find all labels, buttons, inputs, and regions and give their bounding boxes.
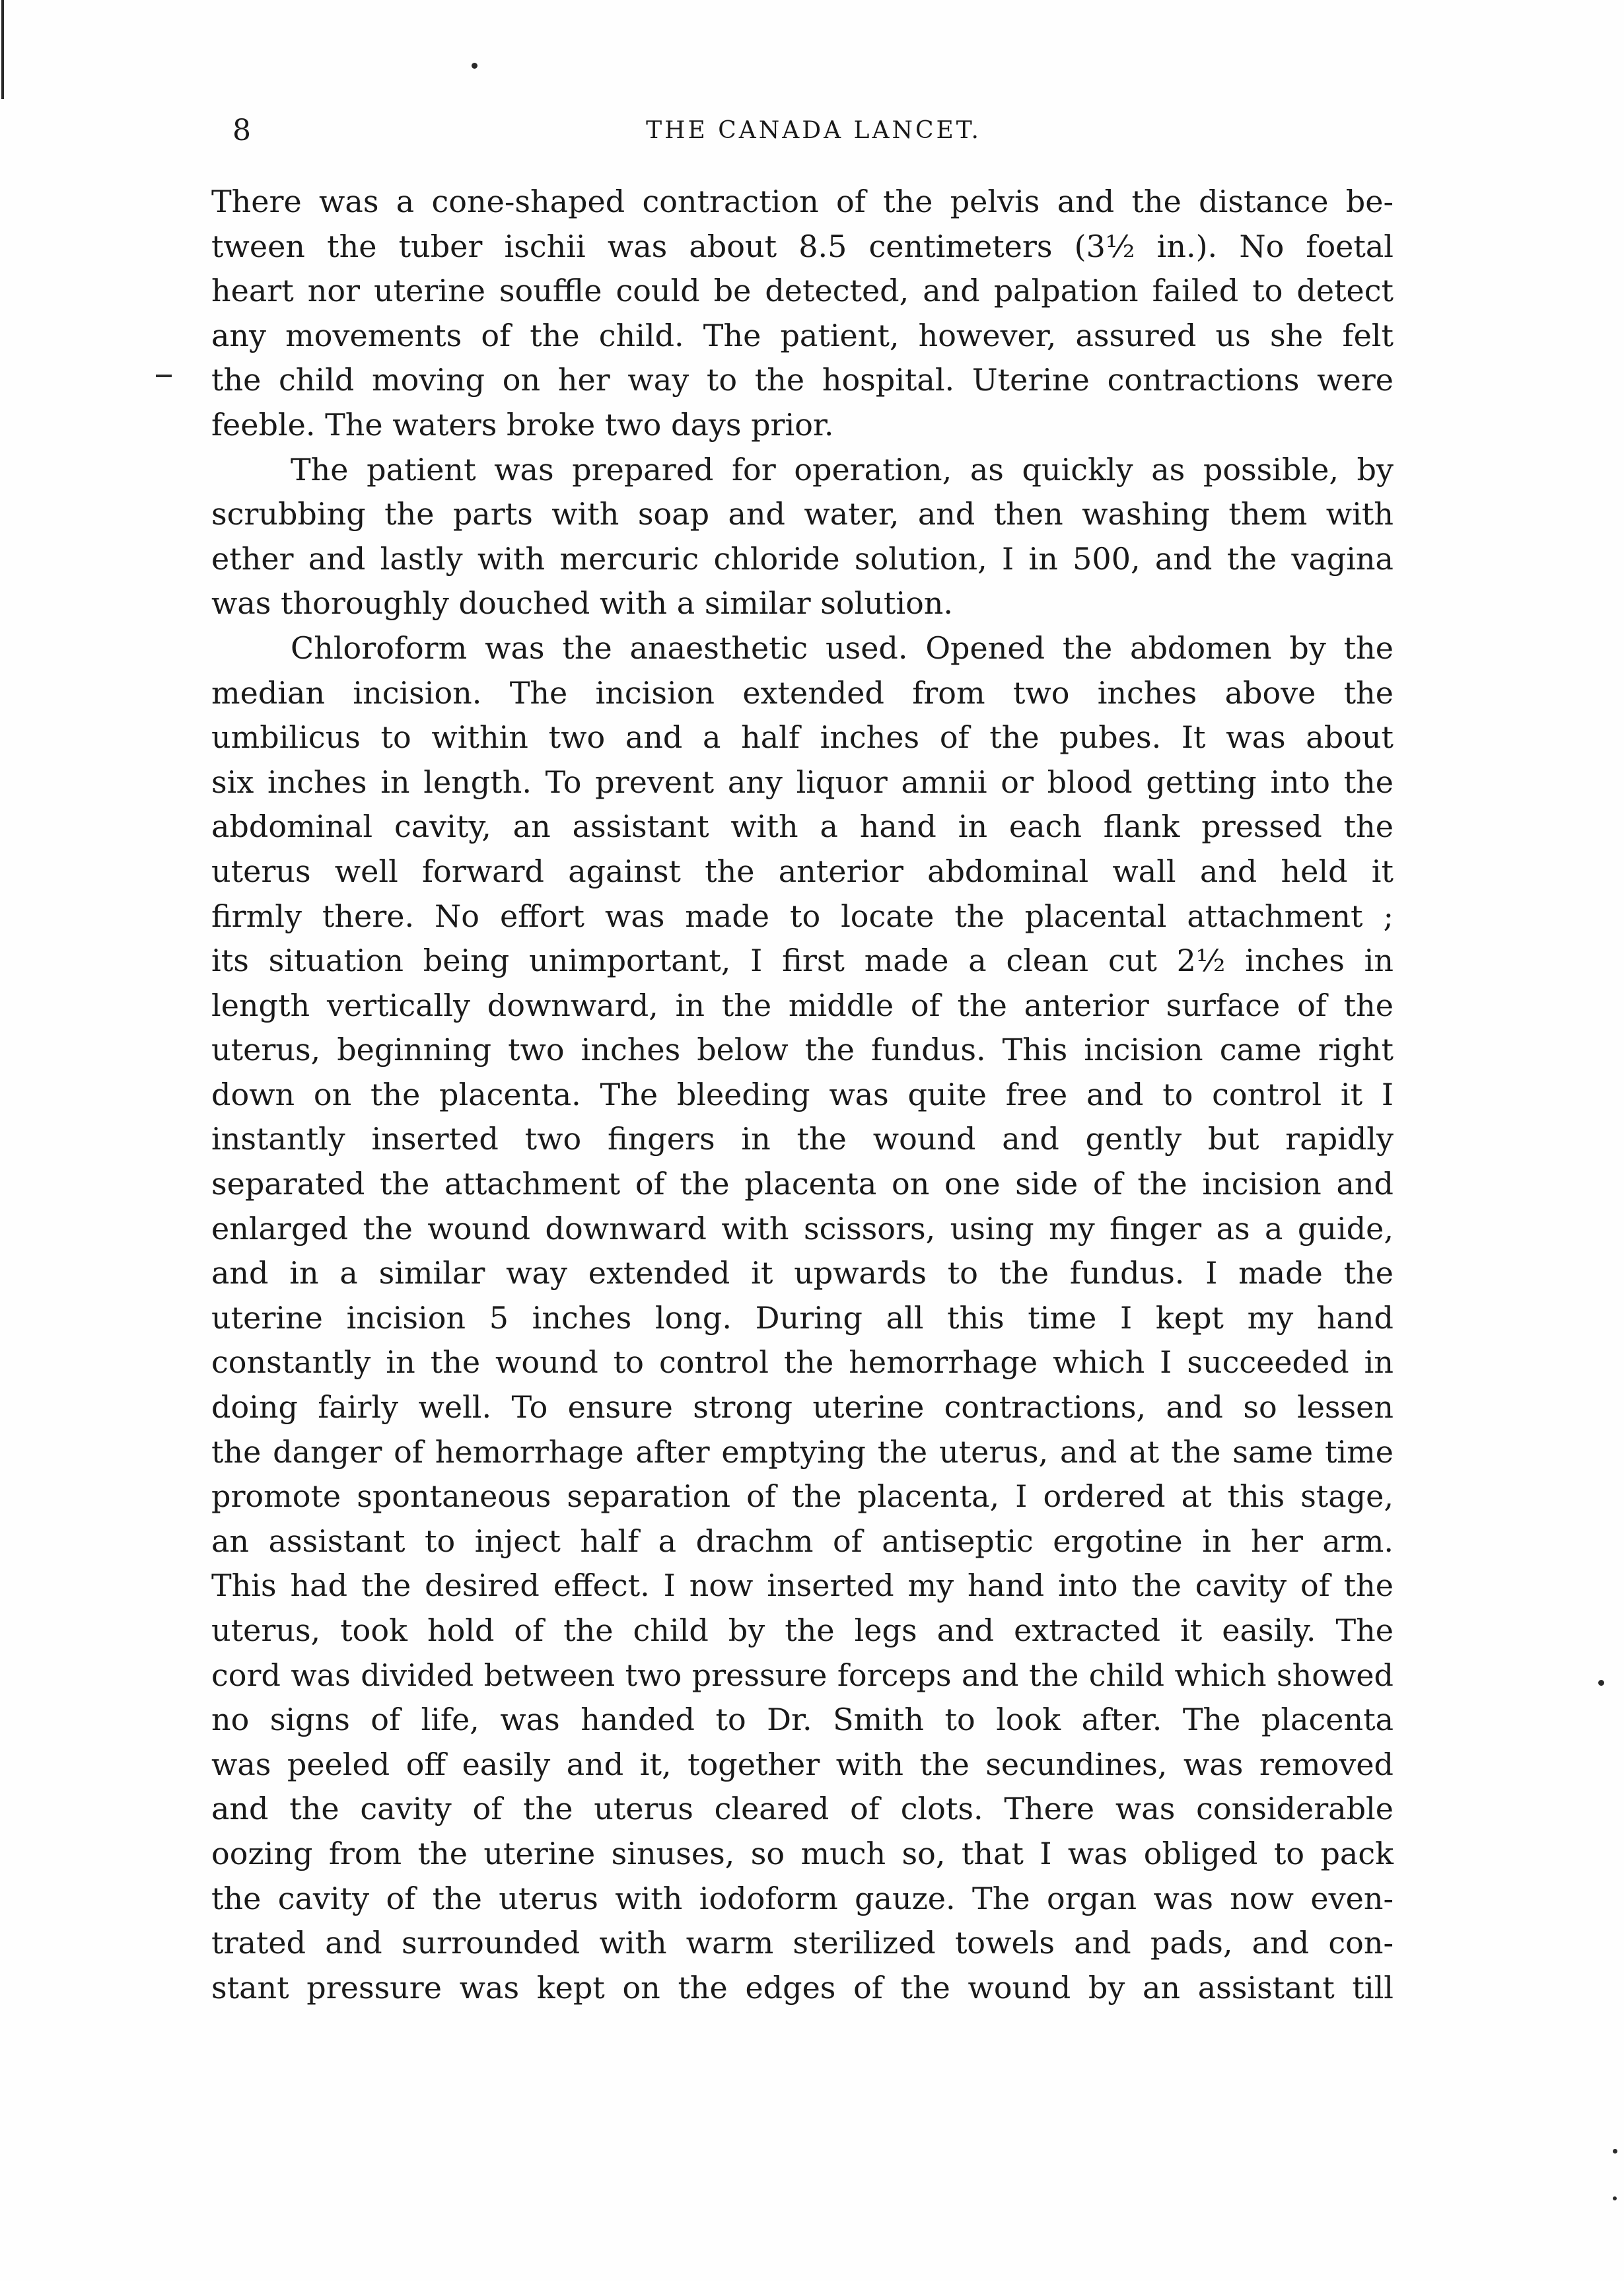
text-line: any movements of the child. The patient, however, assured us she felt — [211, 317, 1394, 353]
text-line: promote spontaneous separation of the placenta, I ordered at this stage, — [211, 1478, 1394, 1515]
margin-dot — [472, 63, 477, 69]
margin-dot — [1613, 2196, 1617, 2200]
text-line: uterus, took hold of the child by the legs and extracted it easily. The — [211, 1612, 1394, 1648]
running-title: THE CANADA LANCET. — [646, 117, 981, 144]
text-line: down on the placenta. The bleeding was quite free and to control it I — [211, 1076, 1394, 1112]
text-line: Chloroform was the anaesthetic used. Opened the abdomen by the — [291, 630, 1394, 666]
text-line: uterus well forward against the anterior abdominal wall and held it — [211, 853, 1394, 889]
text-line: firmly there. No effort was made to locate the placental attachment ; — [211, 898, 1394, 934]
page-header — [232, 111, 1395, 157]
text-line: This had the desired effect. I now inserted my hand into the cavity of the — [211, 1568, 1394, 1604]
text-line: instantly inserted two fingers in the wound and gently but rapidly — [211, 1121, 1394, 1157]
text-line: scrubbing the parts with soap and water, and then washing them with — [211, 496, 1394, 532]
text-line: uterine incision 5 inches long. During all this time I kept my hand — [211, 1299, 1394, 1336]
text-line: no signs of life, was handed to Dr. Smith to look after. The placenta — [211, 1702, 1394, 1738]
article-body — [211, 180, 1394, 2010]
text-line: The patient was prepared for operation, as quickly as possible, by — [291, 451, 1394, 488]
margin-dot — [1598, 1680, 1604, 1686]
text-line: umbilicus to within two and a half inches of the pubes. It was about — [211, 719, 1394, 756]
margin-dash — [156, 375, 172, 377]
text-line: its situation being unimportant, I first made a clean cut 2½ inches in — [211, 943, 1394, 979]
text-line: was thoroughly douched with a similar solution. — [211, 585, 954, 622]
text-line: There was a cone-shaped contraction of the pelvis and the distance be- — [211, 184, 1394, 219]
text-line: and in a similar way extended it upwards to the fundus. I made the — [211, 1255, 1394, 1291]
text-line: the child moving on her way to the hospital. Uterine contractions were — [211, 362, 1394, 398]
text-line: the cavity of the uterus with iodoform gauze. The organ was now even- — [211, 1880, 1394, 1916]
text-line: oozing from the uterine sinuses, so much so, that I was obliged to pack — [211, 1835, 1394, 1871]
text-line: doing fairly well. To ensure strong uterine contractions, and so lessen — [211, 1389, 1394, 1426]
text-line: constantly in the wound to control the hemorrhage which I succeeded in — [211, 1344, 1394, 1381]
text-line: separated the attachment of the placenta on one side of the incision and — [211, 1166, 1394, 1202]
text-line: median incision. The incision extended from two inches above the — [211, 674, 1394, 711]
page-number: 8 — [232, 114, 251, 147]
text-line: feeble. The waters broke two days prior. — [211, 406, 834, 443]
margin-dot — [1613, 2149, 1617, 2154]
text-line: and the cavity of the uterus cleared of clots. There was considerable — [211, 1791, 1394, 1827]
text-line: enlarged the wound downward with scissors, using my finger as a guide, — [211, 1210, 1394, 1247]
text-line: tween the tuber ischii was about 8.5 centimeters (3½ in.). No foetal — [211, 228, 1394, 264]
text-line: uterus, beginning two inches below the fundus. This incision came right — [211, 1032, 1394, 1068]
text-line: stant pressure was kept on the edges of the wound by an assistant till — [211, 1969, 1394, 2006]
text-line: the danger of hemorrhage after emptying the uterus, and at the same time — [211, 1433, 1394, 1470]
text-line: cord was divided between two pressure forceps and the child which showed — [211, 1657, 1394, 1693]
text-line: an assistant to inject half a drachm of antiseptic ergotine in her arm. — [211, 1523, 1394, 1559]
margin-scan-mark — [1, 0, 4, 99]
text-line: trated and surrounded with warm sterilized towels and pads, and con- — [211, 1925, 1394, 1961]
text-line: abdominal cavity, an assistant with a hand in each flank pressed the — [211, 809, 1394, 845]
text-line: length vertically downward, in the middle of the anterior surface of the — [211, 987, 1394, 1023]
text-line: ether and lastly with mercuric chloride solution, I in 500, and the vagina — [211, 540, 1394, 577]
text-line: six inches in length. To prevent any liquor amnii or blood getting into the — [211, 764, 1394, 800]
text-line: heart nor uterine souffle could be detected, and palpation failed to detect — [211, 273, 1394, 309]
text-line: was peeled off easily and it, together with the secundines, was removed — [211, 1746, 1394, 1782]
